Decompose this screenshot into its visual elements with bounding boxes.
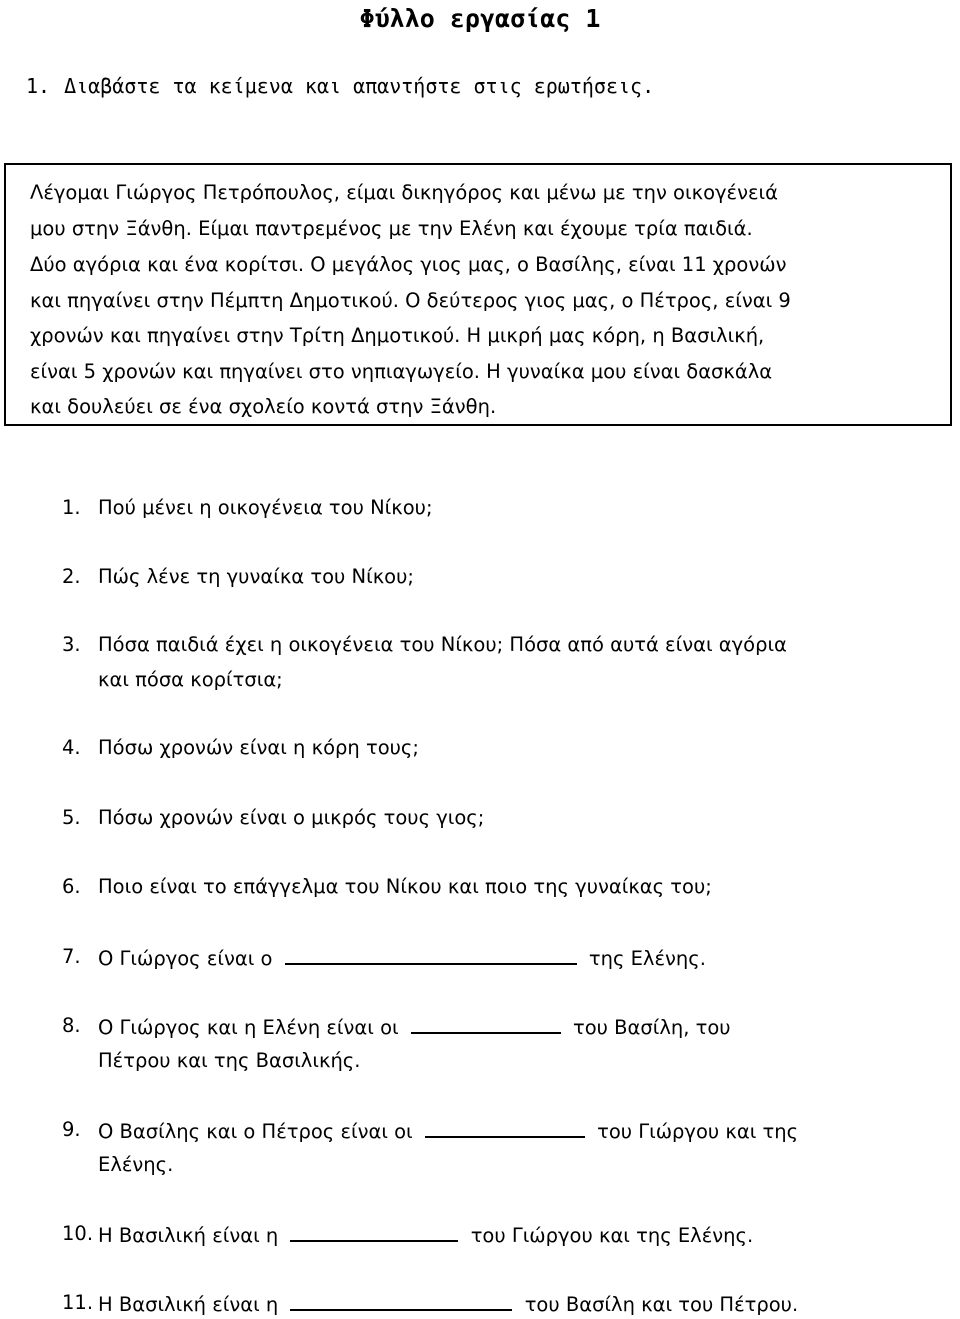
passage-line: χρονών και πηγαίνει στην Τρίτη Δημοτικού. Η μικρή μας κόρη, η Βασιλική, bbox=[30, 324, 765, 347]
passage-line: είναι 5 χρονών και πηγαίνει στο νηπιαγωγείο. Η γυναίκα μου είναι δασκάλα bbox=[30, 360, 773, 383]
passage-line: μου στην Ξάνθη. Είμαι παντρεμένος με την Ελένη και έχουμε τρία παιδιά. bbox=[30, 217, 753, 240]
question-text-before: Ο Γιώργος είναι ο bbox=[98, 947, 273, 970]
question-text bbox=[98, 1220, 753, 1250]
question-text-continued: Πέτρου και της Βασιλικής. bbox=[98, 1049, 361, 1072]
answer-blank[interactable] bbox=[425, 1116, 585, 1138]
question-text: Πόσα παιδιά έχει η οικογένεια του Νίκου; Πόσα από αυτά είναι αγόρια bbox=[98, 633, 787, 656]
question-text bbox=[98, 1012, 731, 1042]
question-text-after: του Γιώργου και της bbox=[597, 1120, 799, 1143]
question-number: 10. bbox=[62, 1222, 94, 1245]
question-text: Πού μένει η οικογένεια του Νίκου; bbox=[98, 496, 433, 519]
question-text-after: του Γιώργου και της Ελένης. bbox=[470, 1224, 754, 1247]
instruction-number: 1. bbox=[26, 74, 51, 98]
question-number: 3. bbox=[62, 633, 81, 656]
passage-line: Δύο αγόρια και ένα κορίτσι. Ο μεγάλος γιος μας, ο Βασίλης, είναι 11 χρονών bbox=[30, 253, 787, 276]
passage-line: και πηγαίνει στην Πέμπτη Δημοτικού. Ο δεύτερος γιος μας, ο Πέτρος, είναι 9 bbox=[30, 289, 791, 312]
question-text-after: της Ελένης. bbox=[588, 947, 706, 970]
question-text-after: του Βασίλη, του bbox=[573, 1016, 731, 1039]
question-text-before: Η Βασιλική είναι η bbox=[98, 1293, 279, 1316]
answer-blank[interactable] bbox=[411, 1012, 561, 1034]
question-text-before: Ο Βασίλης και ο Πέτρος είναι οι bbox=[98, 1120, 413, 1143]
question-text: Ποιο είναι το επάγγελμα του Νίκου και ποιο της γυναίκας του; bbox=[98, 875, 712, 898]
question-text-continued: Ελένης. bbox=[98, 1153, 174, 1176]
passage-line: και δουλεύει σε ένα σχολείο κοντά στην Ξάνθη. bbox=[30, 395, 497, 418]
question-number: 9. bbox=[62, 1118, 81, 1141]
question-number: 4. bbox=[62, 736, 81, 759]
question-text bbox=[98, 943, 706, 973]
answer-blank[interactable] bbox=[290, 1220, 458, 1242]
answer-blank[interactable] bbox=[285, 943, 577, 965]
question-text-after: του Βασίλη και του Πέτρου. bbox=[524, 1293, 799, 1316]
question-text-before: Ο Γιώργος και η Ελένη είναι οι bbox=[98, 1016, 399, 1039]
instruction bbox=[26, 72, 654, 100]
question-number: 2. bbox=[62, 565, 81, 588]
question-number: 5. bbox=[62, 806, 81, 829]
worksheet-title: Φύλλο εργασίας 1 bbox=[359, 4, 601, 33]
question-text bbox=[98, 1289, 798, 1319]
question-number: 6. bbox=[62, 875, 81, 898]
question-number: 8. bbox=[62, 1014, 81, 1037]
question-text bbox=[98, 1116, 798, 1146]
instruction-text: Διαβάστε τα κείμενα και απαντήστε στις ερωτήσεις. bbox=[64, 74, 655, 98]
question-text-before: Η Βασιλική είναι η bbox=[98, 1224, 279, 1247]
answer-blank[interactable] bbox=[290, 1289, 512, 1311]
passage-line: Λέγομαι Γιώργος Πετρόπουλος, είμαι δικηγόρος και μένω με την οικογένειά bbox=[30, 181, 778, 204]
question-number: 11. bbox=[62, 1291, 94, 1314]
question-number: 7. bbox=[62, 945, 81, 968]
question-text: Πόσω χρονών είναι ο μικρός τους γιος; bbox=[98, 806, 485, 829]
question-text-continued: και πόσα κορίτσια; bbox=[98, 668, 283, 691]
question-text: Πώς λένε τη γυναίκα του Νίκου; bbox=[98, 565, 414, 588]
question-text: Πόσω χρονών είναι η κόρη τους; bbox=[98, 736, 419, 759]
question-number: 1. bbox=[62, 496, 81, 519]
passage-box bbox=[4, 163, 952, 426]
